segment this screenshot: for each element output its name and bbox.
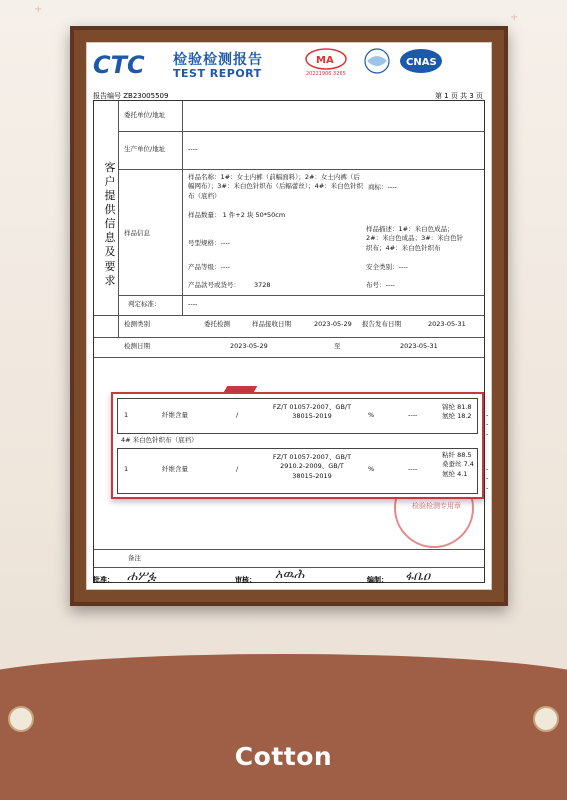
approve-signature: ሐሦፏ: [127, 569, 157, 584]
test-type-label: 检测类别: [124, 320, 150, 328]
cnas-logo: [399, 47, 445, 77]
ctc-logo: [93, 47, 163, 81]
test-date-from: 2023-05-29: [230, 342, 268, 350]
svg-text:CNAS: CNAS: [406, 57, 437, 68]
test-date-to-label: 至: [334, 342, 341, 350]
sample-description: 样品描述：1#：米白色成品；2#：米白色成品；3#：米白色针织布；4#：米白色针织布: [366, 225, 464, 252]
commissioner-label: 委托单位/地址: [124, 111, 166, 119]
plus-decoration: +: [510, 12, 519, 23]
result-row: 1 纤维含量 / FZ/T 01057-2007、GB/T 38015-2019 % ---- 锦纶 81.8 氨纶 18.2 ---: [117, 398, 478, 434]
edit-label: 编制：: [367, 576, 388, 584]
sample-quantity: 样品数量： 1 件+2 块 50*50cm: [188, 211, 286, 219]
producer-value: ----: [188, 145, 198, 153]
result-row: 1 纤维含量 / FZ/T 01057-2007、GB/T 2910.2-2009、GB/T 38015-2019 % ---- 粘纤 88.5 桑蚕丝 7.4 氨纶 4.1 ---: [117, 448, 478, 494]
report-table: [93, 100, 485, 583]
issue-date-value: 2023-05-31: [428, 320, 466, 328]
review-label: 审核：: [235, 576, 256, 584]
cloth-number: 布号：----: [366, 281, 395, 289]
inspection-stamp: 检验检测专用章: [394, 468, 474, 548]
producer-label: 生产单位/地址: [124, 145, 166, 153]
review-signature: አዉሕ: [275, 567, 305, 582]
standard-value: ----: [188, 300, 198, 308]
approve-label: 批准：: [93, 576, 114, 584]
cotton-badge-icon: [8, 706, 34, 732]
report-page: [86, 42, 492, 590]
report-number: 报告编号 ZB23005509: [93, 92, 169, 100]
sample-name: 样品名称：1#：女士内裤（前幅面料）；2#：女士内裤（后幅网布）；3#：米白色针织布（后幅蕾丝）；4#：米白色针织布（底档）: [188, 173, 364, 200]
product-grade: 产品等级：----: [188, 263, 230, 271]
receive-date-label: 样品接收日期: [252, 320, 291, 328]
ma-seal: [301, 47, 351, 77]
edit-signature: ፋቤዐ: [405, 569, 431, 584]
svg-text:CTC: CTC: [93, 51, 145, 79]
issue-date-label: 报告发布日期: [362, 320, 401, 328]
receive-date-value: 2023-05-29: [314, 320, 352, 328]
picture-frame: [70, 26, 508, 606]
customer-info-title: 客户提供信息及要求: [104, 161, 116, 287]
svg-text:MA: MA: [316, 55, 334, 66]
page-number: 第 1 页 共 3 页: [434, 92, 483, 100]
product-code-label: 产品款号或货号：: [188, 281, 240, 289]
zoom-callout: [111, 392, 489, 499]
test-date-to: 2023-05-31: [400, 342, 438, 350]
product-code-value: 3728: [254, 281, 271, 289]
section-title: 4# 米白色针织布（底裆）: [121, 436, 198, 444]
plus-decoration: +: [34, 4, 43, 15]
safety-category: 安全类别：----: [366, 263, 408, 271]
ma-id: 20221906 3265: [306, 71, 346, 77]
standard-label: 判定标准：: [128, 300, 161, 308]
brand-title-cn: 检验检测报告: [173, 52, 263, 68]
cotton-badge-icon: [533, 706, 559, 732]
banner-title: Cotton: [234, 742, 333, 771]
brand-title-en: TEST REPORT: [173, 67, 262, 80]
model-spec: 号型规格：----: [188, 239, 230, 247]
remark-label: 备注: [128, 554, 141, 562]
ilac-mra-icon: [357, 47, 397, 77]
test-type-value: 委托检测: [204, 320, 230, 328]
test-date-label: 检测日期: [124, 342, 150, 350]
banner: [0, 672, 567, 800]
sample-info-label: 样品信息: [124, 229, 150, 237]
trademark: 商标：----: [368, 183, 397, 191]
